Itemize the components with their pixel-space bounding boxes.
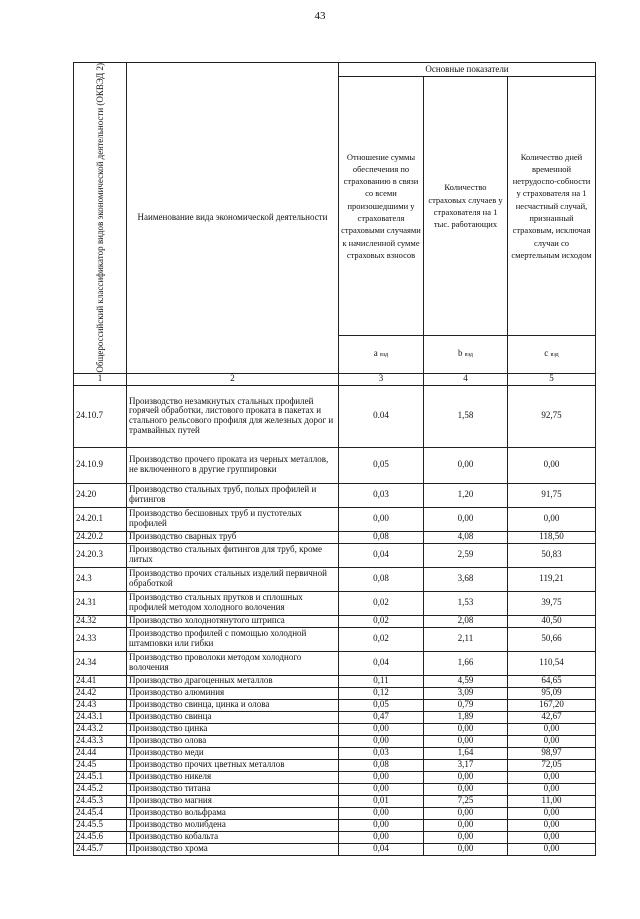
col-a-symbol-sub: вэд (380, 352, 389, 359)
value-b-cell: 0,00 (424, 507, 508, 531)
value-b-cell: 4,59 (424, 675, 508, 687)
value-b-cell: 1,53 (424, 591, 508, 615)
table-row (74, 723, 596, 735)
col-a-header: Отношение суммы обеспечения по страхованию в связи со всеми произошедшими у страхователя страховыми случаями к начисленной сумме страховых взносов (339, 76, 424, 335)
col-b-symbol-letter: b (458, 348, 463, 359)
table-row (74, 615, 596, 627)
col-number-3: 3 (339, 373, 424, 385)
activity-name-cell: Производство молибдена (127, 819, 339, 831)
table-row (74, 507, 596, 531)
okved-code-cell: 24.33 (74, 627, 127, 651)
table-body (74, 385, 596, 855)
activity-name-cell: Производство проволоки методом холодного волочения (127, 651, 339, 675)
value-b-cell: 0,00 (424, 447, 508, 483)
col-a-symbol-letter: a (373, 348, 378, 359)
value-b-cell: 1,58 (424, 385, 508, 447)
value-a-cell: 0,00 (339, 783, 424, 795)
value-c-cell: 64,65 (508, 675, 596, 687)
value-c-cell: 40,50 (508, 615, 596, 627)
value-a-cell: 0,04 (339, 843, 424, 855)
table-row (74, 831, 596, 843)
value-b-cell: 2,11 (424, 627, 508, 651)
activity-name-header-text: Наименование вида экономической деятельности (137, 211, 328, 222)
okved-code-cell: 24.44 (74, 747, 127, 759)
activity-name-cell: Производство магния (127, 795, 339, 807)
value-c-cell: 98,97 (508, 747, 596, 759)
value-c-cell: 0,00 (508, 831, 596, 843)
value-b-cell: 3,09 (424, 687, 508, 699)
okved-code-cell: 24.43.1 (74, 711, 127, 723)
okved-code-cell: 24.3 (74, 567, 127, 591)
value-c-cell: 42,67 (508, 711, 596, 723)
table-row (74, 759, 596, 771)
okved-code-cell: 24.10.7 (74, 385, 127, 447)
activity-name-cell: Производство прочих стальных изделий первичной обработкой (127, 567, 339, 591)
value-c-cell: 39,75 (508, 591, 596, 615)
col-c-header: Количество дней временной нетрудоспо-собности у страхователя на 1 несчастный случай, признанный страховым, исключая случаи со смертельным исходом (508, 76, 596, 335)
activity-name-cell: Производство свинца, цинка и олова (127, 699, 339, 711)
value-b-cell: 2,59 (424, 543, 508, 567)
value-b-cell: 1,64 (424, 747, 508, 759)
value-a-cell: 0,01 (339, 795, 424, 807)
col-b-symbol-sub: вэд (464, 352, 473, 359)
okved-code-cell: 24.32 (74, 615, 127, 627)
table-row (74, 543, 596, 567)
value-a-cell: 0,05 (339, 447, 424, 483)
table-row (74, 795, 596, 807)
table-row (74, 687, 596, 699)
activity-name-cell: Производство прочих цветных металлов (127, 759, 339, 771)
value-a-cell: 0,02 (339, 627, 424, 651)
value-b-cell: 0,00 (424, 771, 508, 783)
col-c-symbol-sub: вэд (550, 352, 559, 359)
value-b-cell: 0,00 (424, 735, 508, 747)
activity-name-header (127, 63, 339, 374)
page-number: 43 (314, 10, 326, 22)
activity-name-cell: Производство незамкнутых стальных профилей горячей обработки, листового проката в пакетах и стального рельсового профиля для железных дорог и трамвайных путей (127, 385, 339, 447)
value-a-cell: 0,02 (339, 615, 424, 627)
value-c-cell: 92,75 (508, 385, 596, 447)
okved-header-text: Общероссийский классификатор видов экономической деятельности (ОКВЭД 2) (94, 63, 105, 373)
value-c-cell: 0,00 (508, 447, 596, 483)
okved-code-cell: 24.20.1 (74, 507, 127, 531)
main-indicators-header: Основные показатели (339, 63, 596, 77)
value-a-cell: 0,03 (339, 483, 424, 507)
value-b-cell: 3,17 (424, 759, 508, 771)
value-a-cell: 0,00 (339, 735, 424, 747)
okved-code-cell: 24.20.3 (74, 543, 127, 567)
activity-name-cell: Производство стальных труб, полых профилей и фитингов (127, 483, 339, 507)
value-b-cell: 0,00 (424, 819, 508, 831)
activity-name-cell: Производство никеля (127, 771, 339, 783)
insurance-indicators-table (73, 62, 596, 856)
table-row (74, 783, 596, 795)
value-c-cell: 167,20 (508, 699, 596, 711)
value-a-cell: 0,04 (339, 651, 424, 675)
value-b-cell: 0,79 (424, 699, 508, 711)
activity-name-cell: Производство профилей с помощью холодной штамповки или гибки (127, 627, 339, 651)
value-c-cell: 0,00 (508, 783, 596, 795)
col-a-symbol (339, 336, 424, 374)
activity-name-cell: Производство холоднотянутого штрипса (127, 615, 339, 627)
activity-name-cell: Производство цинка (127, 723, 339, 735)
table-row (74, 531, 596, 543)
activity-name-cell: Производство меди (127, 747, 339, 759)
activity-name-cell: Производство кобальта (127, 831, 339, 843)
table-row (74, 807, 596, 819)
value-a-cell: 0,00 (339, 723, 424, 735)
value-b-cell: 7,25 (424, 795, 508, 807)
value-a-cell: 0,08 (339, 567, 424, 591)
value-b-cell: 1,89 (424, 711, 508, 723)
value-c-cell: 11,00 (508, 795, 596, 807)
value-a-cell: 0.04 (339, 385, 424, 447)
value-b-cell: 4,08 (424, 531, 508, 543)
okved-code-cell: 24.45.6 (74, 831, 127, 843)
value-b-cell: 0,00 (424, 843, 508, 855)
value-a-cell: 0,47 (339, 711, 424, 723)
value-c-cell: 0,00 (508, 723, 596, 735)
value-c-cell: 50,66 (508, 627, 596, 651)
value-c-cell: 0,00 (508, 507, 596, 531)
table-row (74, 843, 596, 855)
col-number-5: 5 (508, 373, 596, 385)
table-row (74, 385, 596, 447)
activity-name-cell: Производство титана (127, 783, 339, 795)
activity-name-cell: Производство хрома (127, 843, 339, 855)
value-a-cell: 0,00 (339, 507, 424, 531)
value-c-cell: 0,00 (508, 771, 596, 783)
value-b-cell: 2,08 (424, 615, 508, 627)
okved-code-cell: 24.45.1 (74, 771, 127, 783)
value-c-cell: 91,75 (508, 483, 596, 507)
okved-code-cell: 24.43 (74, 699, 127, 711)
col-c-symbol-letter: c (544, 348, 549, 359)
col-b-header: Количество страховых случаев у страхователя на 1 тыс. работающих (424, 76, 508, 335)
value-c-cell: 50,83 (508, 543, 596, 567)
value-a-cell: 0,12 (339, 687, 424, 699)
value-b-cell: 0,00 (424, 807, 508, 819)
table-row (74, 699, 596, 711)
value-b-cell: 0,00 (424, 783, 508, 795)
table-row (74, 627, 596, 651)
col-number-1: 1 (74, 373, 127, 385)
okved-code-cell: 24.34 (74, 651, 127, 675)
table-row (74, 651, 596, 675)
table-row (74, 747, 596, 759)
activity-name-cell: Производство стальных фитингов для труб, кроме литых (127, 543, 339, 567)
value-a-cell: 0,00 (339, 819, 424, 831)
okved-code-cell: 24.10.9 (74, 447, 127, 483)
value-c-cell: 118,50 (508, 531, 596, 543)
value-c-cell: 0,00 (508, 735, 596, 747)
col-b-symbol (424, 336, 508, 374)
value-c-cell: 0,00 (508, 843, 596, 855)
value-b-cell: 1,66 (424, 651, 508, 675)
activity-name-cell: Производство стальных прутков и сплошных профилей методом холодного волочения (127, 591, 339, 615)
value-a-cell: 0,05 (339, 699, 424, 711)
table-row (74, 567, 596, 591)
okved-code-cell: 24.20.2 (74, 531, 127, 543)
okved-code-cell: 24.31 (74, 591, 127, 615)
activity-name-cell: Производство вольфрама (127, 807, 339, 819)
value-a-cell: 0,04 (339, 543, 424, 567)
okved-code-cell: 24.20 (74, 483, 127, 507)
activity-name-cell: Производство сварных труб (127, 531, 339, 543)
table-row (74, 675, 596, 687)
col-c-symbol (508, 336, 596, 374)
table-row (74, 819, 596, 831)
activity-name-cell: Производство олова (127, 735, 339, 747)
value-b-cell: 3,68 (424, 567, 508, 591)
table-row (74, 711, 596, 723)
okved-code-cell: 24.43.2 (74, 723, 127, 735)
okved-code-cell: 24.45.4 (74, 807, 127, 819)
value-a-cell: 0,00 (339, 771, 424, 783)
value-c-cell: 0,00 (508, 807, 596, 819)
value-a-cell: 0,03 (339, 747, 424, 759)
value-a-cell: 0,08 (339, 759, 424, 771)
okved-code-cell: 24.42 (74, 687, 127, 699)
col-number-2: 2 (127, 373, 339, 385)
value-a-cell: 0,08 (339, 531, 424, 543)
okved-header (74, 63, 127, 374)
table-row (74, 483, 596, 507)
okved-code-cell: 24.45.3 (74, 795, 127, 807)
value-c-cell: 72,05 (508, 759, 596, 771)
table-row (74, 735, 596, 747)
activity-name-cell: Производство драгоценных металлов (127, 675, 339, 687)
value-a-cell: 0,00 (339, 807, 424, 819)
value-b-cell: 0,00 (424, 831, 508, 843)
value-c-cell: 95,09 (508, 687, 596, 699)
okved-code-cell: 24.43.3 (74, 735, 127, 747)
okved-code-cell: 24.45.2 (74, 783, 127, 795)
okved-code-cell: 24.45.7 (74, 843, 127, 855)
value-a-cell: 0,11 (339, 675, 424, 687)
okved-code-cell: 24.45 (74, 759, 127, 771)
value-a-cell: 0,02 (339, 591, 424, 615)
col-number-4: 4 (424, 373, 508, 385)
table-row (74, 447, 596, 483)
activity-name-cell: Производство прочего проката из черных металлов, не включенного в другие группировки (127, 447, 339, 483)
okved-code-cell: 24.45.5 (74, 819, 127, 831)
table-row (74, 591, 596, 615)
okved-code-cell: 24.41 (74, 675, 127, 687)
value-b-cell: 1,20 (424, 483, 508, 507)
value-a-cell: 0,00 (339, 831, 424, 843)
activity-name-cell: Производство свинца (127, 711, 339, 723)
activity-name-cell: Производство бесшовных труб и пустотелых профилей (127, 507, 339, 531)
value-b-cell: 0,00 (424, 723, 508, 735)
activity-name-cell: Производство алюминия (127, 687, 339, 699)
value-c-cell: 119,21 (508, 567, 596, 591)
table-row (74, 771, 596, 783)
value-c-cell: 110,54 (508, 651, 596, 675)
value-c-cell: 0,00 (508, 819, 596, 831)
